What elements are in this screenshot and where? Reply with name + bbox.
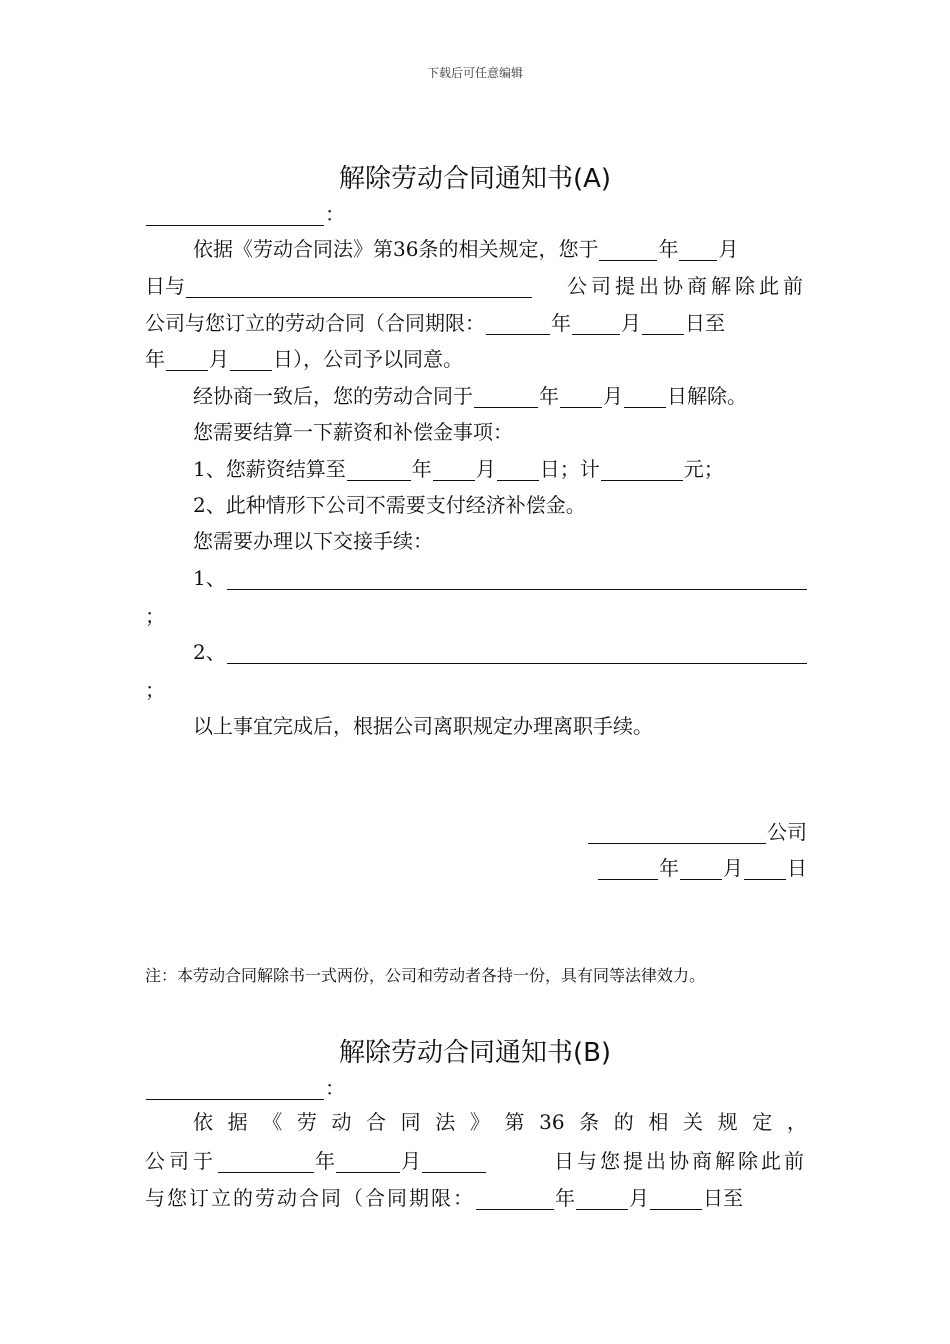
handover-item-1: 1、 [145,566,807,590]
doc-a-para1-line2: 日与 公司提出协商解除此前 [145,274,807,298]
addressee-line-b: ： [145,1076,807,1100]
signature-company: 公司 [145,820,807,844]
addressee-blank [146,1079,324,1100]
addressee-blank [146,205,324,226]
doc-a-para3: 您需要结算一下薪资和补偿金事项： [193,420,513,444]
doc-a-para1-line3: 公司与您订立的劳动合同（合同期限： 年 月 日至 [145,311,725,335]
doc-a-para4: 1、您薪资结算至 年 月 日；计 元； [193,457,724,481]
addressee-line-a: ： [145,202,807,226]
handover-item-2: 2、 [145,640,807,664]
doc-b-para1-line3: 与您订立的劳动合同（合同期限： 年 月 日至 [145,1186,743,1210]
handover-item-1-end: ； [145,604,165,628]
doc-b-title: 解除劳动合同通知书(B) [338,1038,612,1068]
doc-a-para5: 2、此种情形下公司不需要支付经济补偿金。 [193,493,586,517]
doc-a-para1-line4: 年 月 日），公司予以同意。 [145,347,463,371]
doc-b-para1-line2: 公司于 年 月 日与您提出协商解除此前 [145,1149,807,1173]
doc-a-para2: 经协商一致后，您的劳动合同于 年 月 日解除。 [193,384,747,408]
doc-a-note: 注：本劳动合同解除书一式两份，公司和劳动者各持一份，具有同等法律效力。 [145,966,706,985]
doc-b-para1-line1: 依 据 《 劳 动 合 同 法 》 第 36 条 的 相 关 规 定 ， [193,1110,807,1134]
handover-item-2-end: ； [145,678,165,702]
doc-a-para7: 以上事宜完成后，根据公司离职规定办理离职手续。 [193,714,653,738]
doc-a-title: 解除劳动合同通知书(A) [338,164,612,194]
page-header: 下载后可任意编辑 [426,66,523,80]
doc-a-para1-line1: 依据《劳动合同法》第36条的相关规定，您于 年 月 [193,237,739,261]
signature-date: 年 月 日 [145,856,807,880]
doc-a-para6: 您需要办理以下交接手续： [193,529,433,553]
